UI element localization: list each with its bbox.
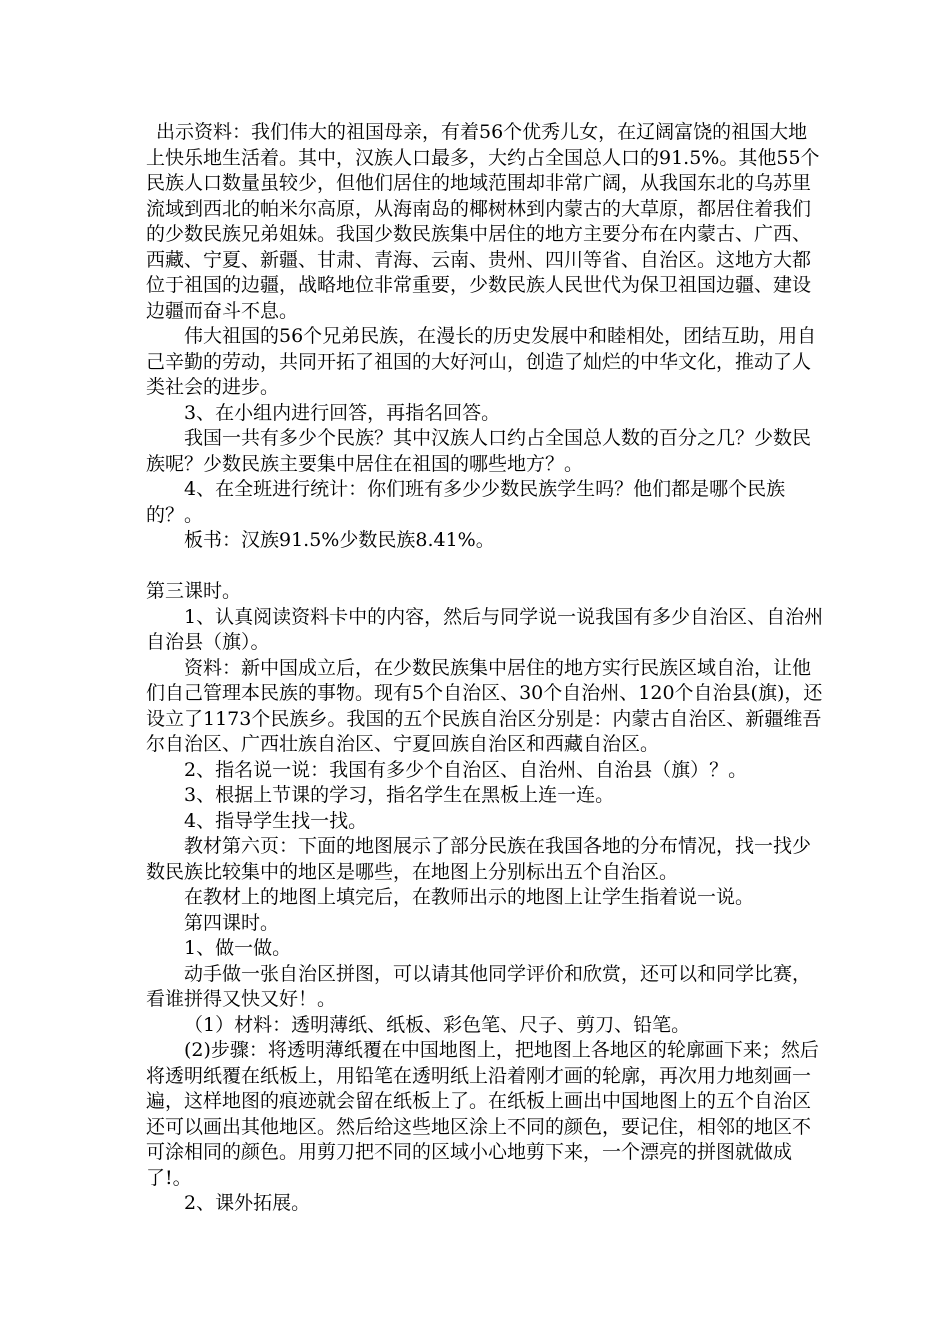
- paragraph-blackboard: 板书：汉族91.5%少数民族8.41%。: [184, 529, 495, 551]
- paragraph-questions: 我国一共有多少个民族？其中汉族人口约占全国总人数的百分之几？少数民族呢？少数民族主要集中居住在祖国的哪些地方？。: [146, 427, 812, 475]
- paragraph-lesson4-step-1: 1、做一做。: [184, 937, 292, 959]
- paragraph-lesson3-step-1: 1、认真阅读资料卡中的内容，然后与同学说一说我国有多少自治区、自治州自治县（旗）。: [146, 605, 824, 653]
- document-body: [146, 120, 826, 1217]
- paragraph-56-ethnic-groups: 伟大祖国的56个兄弟民族，在漫长的历史发展中和睦相处，团结互助，用自己辛勤的劳动，共同开拓了祖国的大好河山，创造了灿烂的中华文化，推动了人类社会的进步。: [146, 325, 817, 398]
- paragraph-step-3: 3、在小组内进行回答，再指名回答。: [184, 401, 501, 424]
- paragraph-lesson3-step-4: 4、指导学生找一找。: [184, 809, 368, 832]
- paragraph-textbook-page6: 教材第六页：下面的地图展示了部分民族在我国各地的分布情况，找一找少数民族比较集中的地区是哪些，在地图上分别标出五个自治区。: [146, 835, 812, 883]
- paragraph-lesson3-step-3: 3、根据上节课的学习，指名学生在黑板上连一连。: [184, 784, 615, 806]
- paragraph-lesson4-step-2: 2、课外拓展。: [184, 1192, 311, 1214]
- paragraph-lesson3-step-2: 2、指名说一说：我国有多少个自治区、自治州、自治县（旗）？。: [184, 758, 748, 781]
- paragraph-map-practice: 在教材上的地图上填完后，在教师出示的地图上让学生指着说一说。: [184, 886, 755, 908]
- paragraph-materials-intro: 出示资料：我们伟大的祖国母亲，有着56个优秀儿女，在辽阔富饶的祖国大地上快乐地生活着。其中，汉族人口最多，大约占全国总人口的91.5%。其他55个民族人口数量虽较少，但他们居住的地域范围却非常广阔，从我国东北的乌苏里流域到西北的帕米尔高原，从海南岛的椰树林到内蒙古的大草原，都居住着我们的少数民族兄弟姐妹。我国少数民族集中居住的地方主要分布在内蒙古、广西、西藏、宁夏、新疆、甘肃、青海、云南、贵州、四川等省、自治区。这地方大都位于祖国的边疆，战略地位非常重要，少数民族人民世代为保卫祖国边疆、建设边疆而奋斗不息。: [146, 121, 820, 322]
- paragraph-puzzle-intro: 动手做一张自治区拼图，可以请其他同学评价和欣赏，还可以和同学比赛，看谁拼得又快又好！。: [146, 962, 812, 1010]
- heading-lesson-3: 第三课时。: [146, 580, 242, 602]
- paragraph-autonomy-material: 资料：新中国成立后，在少数民族集中居住的地方实行民族区域自治，让他们自己管理本民族的事物。现有5个自治区、30个自治州、120个自治县(旗)，还设立了1173个民族乡。我国的五个民族自治区分别是：内蒙古自治区、新疆维吾尔自治区、广西壮族自治区、宁夏回族自治区和西藏自治区。: [146, 656, 823, 755]
- paragraph-step-4: 4、在全班进行统计：你们班有多少少数民族学生吗？他们都是哪个民族的？。: [146, 478, 786, 526]
- heading-lesson-4: 第四课时。: [184, 911, 280, 934]
- paragraph-materials-list: （1）材料：透明薄纸、纸板、彩色笔、尺子、剪刀、铅笔。: [184, 1013, 691, 1036]
- paragraph-steps-detail: (2)步骤：将透明薄纸覆在中国地图上，把地图上各地区的轮廓画下来；然后将透明纸覆在纸板上，用铅笔在透明纸上沿着刚才画的轮廓，再次用力地刻画一遍，这样地图的痕迹就会留在纸板上了。在纸板上画出中国地图上的五个自治区还可以画出其他地区。然后给这些地区涂上不同的颜色，要记住，相邻的地区不可涂相同的颜色。用剪刀把不同的区域小心地剪下来，一个漂亮的拼图就做成了!。: [146, 1039, 819, 1189]
- blank-line: [146, 554, 826, 580]
